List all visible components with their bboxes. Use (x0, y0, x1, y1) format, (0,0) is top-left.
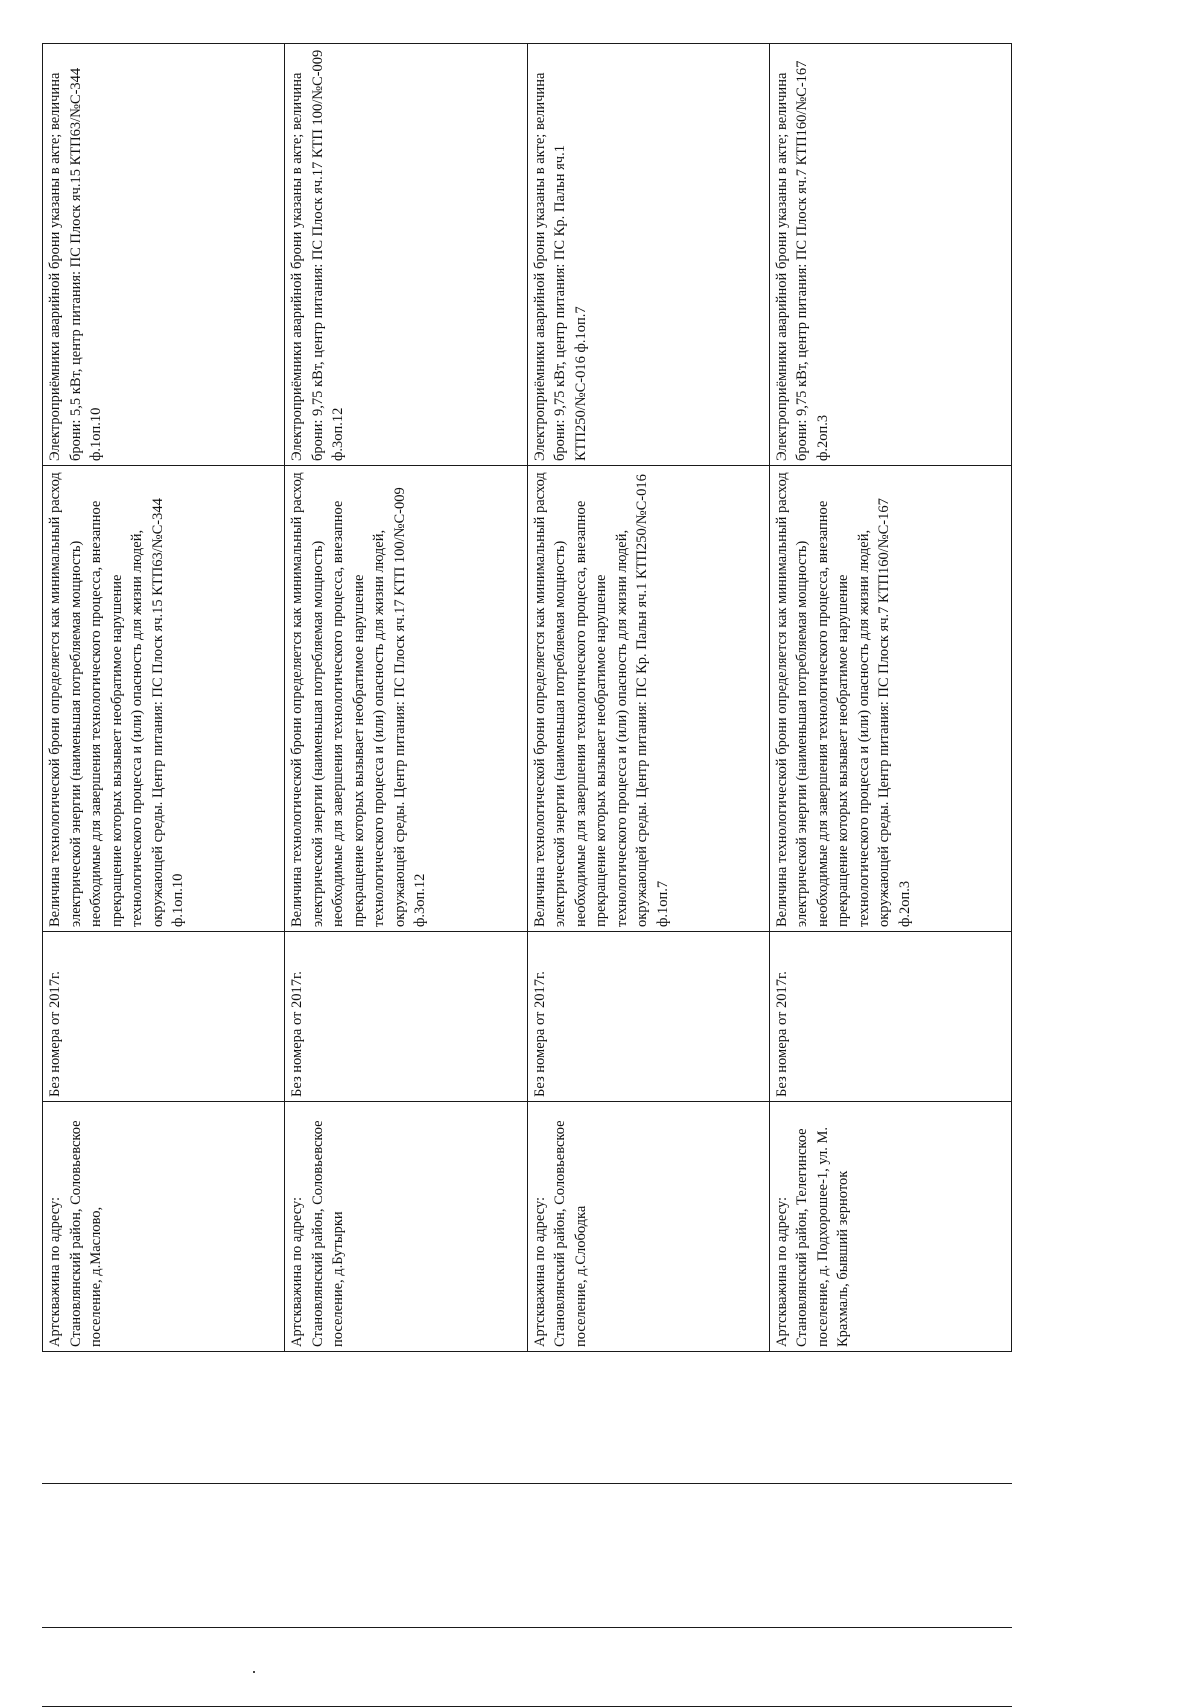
rotated-table-container (42, 44, 1012, 1352)
tech-reserve-cell: Величина технологической брони определяется как минимальный расход электрической энергии (наименьшая потребляемая мощность) необходимые для завершения технологического процесса, внезапное прекращение которых вызывает необратимое нарушение технологического процесса и (или) опасность для жизни людей, окружающей среды. Центр питания: ПС Плоск яч.17 КТП 100/№С-009 ф.3оп.12 (285, 466, 527, 932)
table-row (527, 44, 769, 1352)
table-rule-line (42, 1483, 1012, 1484)
emergency-reserve-cell: Электроприёмники аварийной брони указаны в акте; величина брони: 9,75 кВт, центр питания: ПС Плоск яч.7 КТП160/№С-167 ф.2оп.3 (769, 44, 1011, 466)
object-address-cell: Артскважина по адресу: Становлянский район, Соловьевское поселение, д.Бутырки (285, 1102, 527, 1352)
object-address-cell: Артскважина по адресу: Становлянский район, Телегинское поселение, д. Подхорошее-1, ул. М. Крахмаль, бывший зерноток (769, 1102, 1011, 1352)
table-row (285, 44, 527, 1352)
object-address-cell: Артскважина по адресу: Становлянский район, Соловьевское поселение, д.Маслово, (43, 1102, 285, 1352)
emergency-reserve-cell: Электроприёмники аварийной брони указаны в акте; величина брони: 9,75 кВт, центр питания: ПС Кр. Пальн яч.1 КТП250/№С-016 ф.1оп.7 (527, 44, 769, 466)
act-date-cell: Без номера от 2017г. (43, 932, 285, 1102)
reserve-table (42, 43, 1012, 1352)
table-row (43, 44, 285, 1352)
scan-speck (253, 1671, 255, 1673)
emergency-reserve-cell: Электроприёмники аварийной брони указаны в акте; величина брони: 9,75 кВт, центр питания: ПС Плоск яч.17 КТП 100/№С-009 ф.3оп.12 (285, 44, 527, 466)
tech-reserve-cell: Величина технологической брони определяется как минимальный расход электрической энергии (наименьшая потребляемая мощность) необходимые для завершения технологического процесса, внезапное прекращение которых вызывает необратимое нарушение технологического процесса и (или) опасность для жизни людей, окружающей среды. Центр питания: ПС Плоск яч.15 КТП63/№С-344 ф.1оп.10 (43, 466, 285, 932)
object-address-cell: Артскважина по адресу: Становлянский район, Соловьевское поселение, д.Слободка (527, 1102, 769, 1352)
table-row (769, 44, 1011, 1352)
table-rule-line (42, 1627, 1012, 1628)
tech-reserve-cell: Величина технологической брони определяется как минимальный расход электрической энергии (наименьшая потребляемая мощность) необходимые для завершения технологического процесса, внезапное прекращение которых вызывает необратимое нарушение технологического процесса и (или) опасность для жизни людей, окружающей среды. Центр питания: ПС Плоск яч.7 КТП160/№С-167 ф.2оп.3 (769, 466, 1011, 932)
act-date-cell: Без номера от 2017г. (285, 932, 527, 1102)
tech-reserve-cell: Величина технологической брони определяется как минимальный расход электрической энергии (наименьшая потребляемая мощность) необходимые для завершения технологического процесса, внезапное прекращение которых вызывает необратимое нарушение технологического процесса и (или) опасность для жизни людей, окружающей среды. Центр питания: ПС Кр. Пальн яч.1 КТП250/№С-016 ф.1оп.7 (527, 466, 769, 932)
act-date-cell: Без номера от 2017г. (769, 932, 1011, 1102)
emergency-reserve-cell: Электроприёмники аварийной брони указаны в акте; величина брони: 5,5 кВт, центр питания: ПС Плоск яч.15 КТП63/№С-344 ф.1оп.10 (43, 44, 285, 466)
act-date-cell: Без номера от 2017г. (527, 932, 769, 1102)
